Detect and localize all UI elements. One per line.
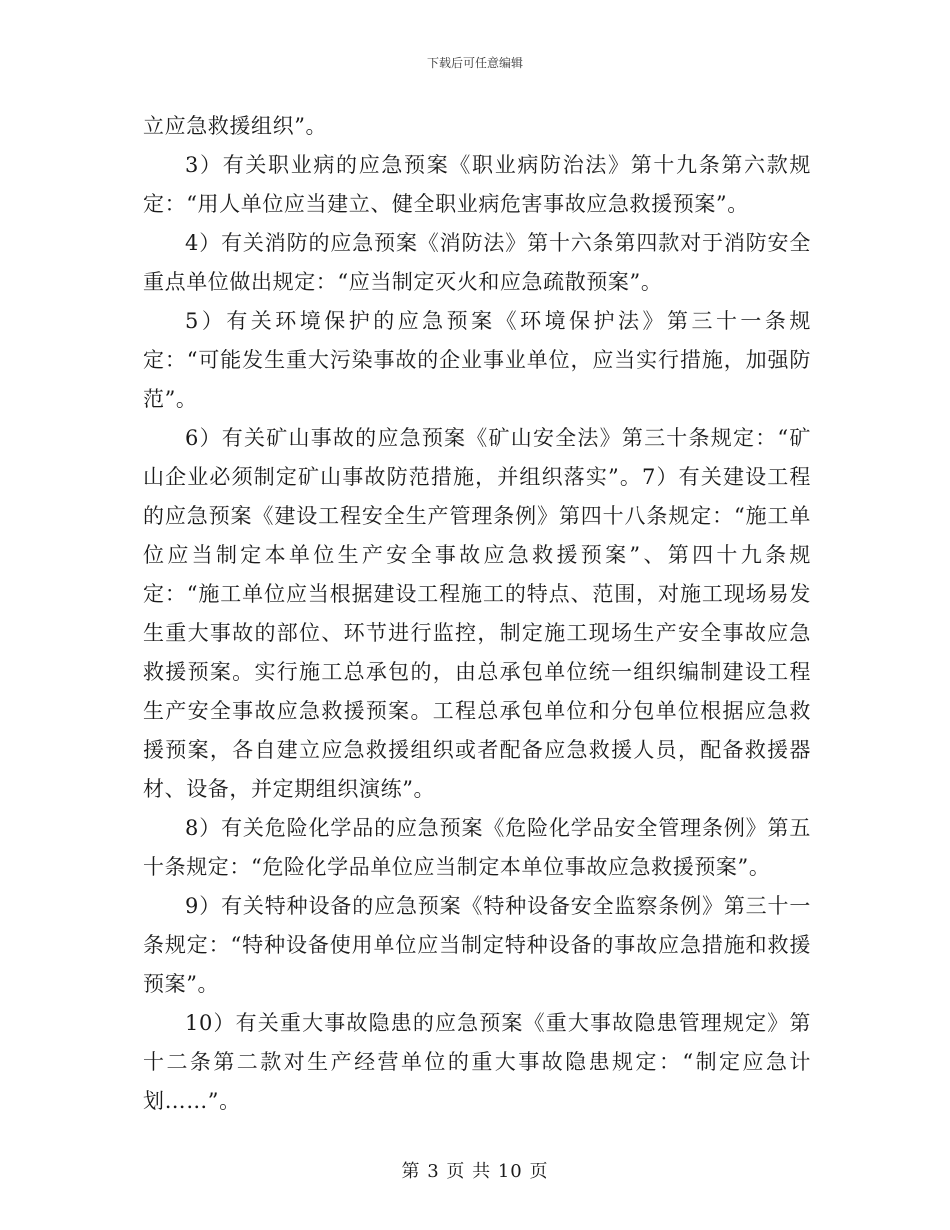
paragraph-item-4: 4）有关消防的应急预案《消防法》第十六条第四款对于消防安全重点单位做出规定：“应当制定灭火和应急疏散预案”。 [143,231,811,294]
paragraph-item-8: 8）有关危险化学品的应急预案《危险化学品安全管理条例》第五十条规定：“危险化学品单位应当制定本单位事故应急救援预案”。 [143,816,811,879]
page-number-footer: 第 3 页 共 10 页 [401,1161,549,1182]
paragraph-item-10: 10）有关重大事故隐患的应急预案《重大事故隐患管理规定》第十二条第二款对生产经营单位的重大事故隐患规定：“制定应急计划……”。 [143,1011,811,1113]
paragraph-item-3: 3）有关职业病的应急预案《职业病防治法》第十九条第六款规定：“用人单位应当建立、健全职业病危害事故应急救援预案”。 [143,153,811,216]
paragraph-item-9: 9）有关特种设备的应急预案《特种设备安全监察条例》第三十一条规定：“特种设备使用单位应当制定特种设备的事故应急措施和救援预案”。 [143,894,811,996]
document-body [143,107,811,1121]
paragraph-continuation: 立应急救援组织”。 [143,114,328,138]
paragraph-item-6-7: 6）有关矿山事故的应急预案《矿山安全法》第三十条规定：“矿山企业必须制定矿山事故防范措施，并组织落实”。7）有关建设工程的应急预案《建设工程安全生产管理条例》第四十八条规定：“施工单位应当制定本单位生产安全事故应急救援预案”、第四十九条规定：“施工单位应当根据建设工程施工的特点、范围，对施工现场易发生重大事故的部位、环节进行监控，制定施工现场生产安全事故应急救援预案。实行施工总承包的，由总承包单位统一组织编制建设工程生产安全事故应急救援预案。工程总承包单位和分包单位根据应急救援预案，各自建立应急救援组织或者配备应急救援人员，配备救援器材、设备，并定期组织演练”。 [143,426,811,801]
page-header: 下载后可任意编辑 [426,56,523,70]
paragraph-item-5: 5）有关环境保护的应急预案《环境保护法》第三十一条规定：“可能发生重大污染事故的企业事业单位，应当实行措施，加强防范”。 [143,309,811,411]
